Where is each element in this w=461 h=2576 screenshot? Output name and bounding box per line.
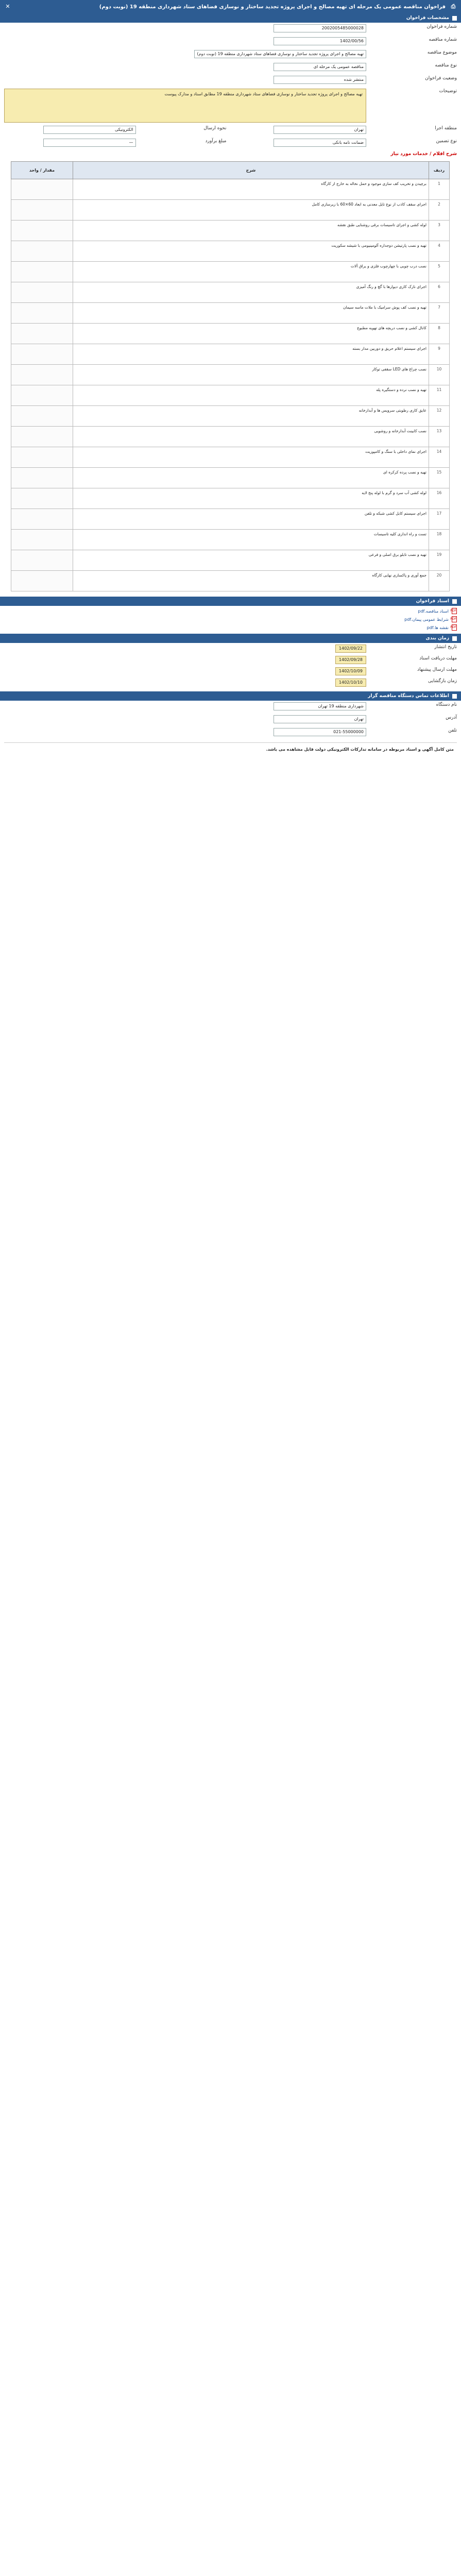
- table-row: [11, 468, 450, 488]
- doc-name: شرایط عمومی پیمان.pdf: [404, 617, 449, 622]
- field-label: مبلغ برآورد: [205, 139, 227, 144]
- field-row: [0, 643, 461, 654]
- field-row: [0, 61, 461, 74]
- field-value: 1402/09/22: [335, 645, 366, 653]
- field-value: منتشر شده: [274, 76, 366, 84]
- doc-link[interactable]: [4, 608, 457, 614]
- pdf-icon: PDF: [452, 616, 457, 622]
- row-num: 6: [429, 282, 450, 303]
- field-label: شماره مناقصه: [429, 37, 457, 42]
- row-desc: اجرای سیستم کابل کشی شبکه و تلفن: [73, 509, 429, 530]
- doc-link[interactable]: [4, 624, 457, 631]
- grid-section: [0, 124, 461, 150]
- field-label: مهلت دریافت اسناد: [419, 656, 457, 661]
- square-icon: [452, 636, 457, 641]
- field-label: موضوع مناقصه: [427, 50, 457, 55]
- row-num: 3: [429, 221, 450, 241]
- print-icon[interactable]: ⎙: [451, 3, 456, 10]
- row-num: 9: [429, 344, 450, 365]
- field-value: شهرداری منطقه 19 تهران: [274, 702, 366, 710]
- row-qty: [11, 282, 73, 303]
- table-row: [11, 488, 450, 509]
- field-value: تهیه مصالح و اجرای پروژه تجدید ساختار و نوسازی فضاهای ستاد شهرداری منطقه 19 (نوبت دوم): [194, 50, 366, 58]
- square-icon: [452, 599, 457, 604]
- table-row: [11, 303, 450, 324]
- items-caption-row: [0, 150, 461, 161]
- section-contact-header: اطلاعات تماس دستگاه مناقصه گزار: [0, 691, 461, 701]
- field-row: [0, 666, 461, 677]
- row-qty: [11, 241, 73, 262]
- section-dates-header: زمان بندی: [0, 634, 461, 643]
- row-num: 13: [429, 427, 450, 447]
- col-qty: مقدار / واحد: [11, 162, 73, 179]
- items-caption: شرح اقلام / خدمات مورد نیاز: [390, 151, 457, 157]
- field-value: مناقصه عمومی یک مرحله ای: [274, 63, 366, 71]
- field-value: ضمانت نامه بانکی: [274, 139, 366, 147]
- field-value: —: [43, 139, 136, 147]
- field-label: مهلت ارسال پیشنهاد: [417, 667, 457, 672]
- row-num: 10: [429, 365, 450, 385]
- row-desc: برچیدن و تخریب کف سازی موجود و حمل نخاله به خارج از کارگاه: [73, 179, 429, 200]
- table-row: [11, 406, 450, 427]
- table-row: [11, 365, 450, 385]
- row-desc: جمع آوری و پاکسازی نهایی کارگاه: [73, 571, 429, 591]
- row-qty: [11, 365, 73, 385]
- row-num: 16: [429, 488, 450, 509]
- table-row: [11, 447, 450, 468]
- row-desc: لوله کشی و اجرای تاسیسات برقی روشنایی طبق نقشه: [73, 221, 429, 241]
- row-qty: [11, 530, 73, 550]
- field-label: آدرس: [446, 715, 457, 720]
- table-row: [11, 200, 450, 221]
- field-label: نحوه ارسال: [203, 126, 227, 131]
- table-row: [11, 344, 450, 365]
- row-qty: [11, 571, 73, 591]
- field-label: نوع مناقصه: [435, 63, 457, 68]
- row-qty: [11, 385, 73, 406]
- row-desc: لوله کشی آب سرد و گرم با لوله پنج لایه: [73, 488, 429, 509]
- row-desc: تهیه و نصب پرده کرکره ای: [73, 468, 429, 488]
- field-value: تهران: [274, 715, 366, 723]
- square-icon: [452, 694, 457, 699]
- field-value: 1402/10/09: [335, 667, 366, 675]
- row-num: 15: [429, 468, 450, 488]
- row-num: 5: [429, 262, 450, 282]
- row-qty: [11, 200, 73, 221]
- field-row: [0, 714, 461, 726]
- pdf-icon: PDF: [452, 608, 457, 614]
- field-value: تهران: [274, 126, 366, 134]
- doc-name: نقشه ها.pdf: [426, 625, 449, 630]
- row-qty: [11, 447, 73, 468]
- row-num: 4: [429, 241, 450, 262]
- row-desc: نصب درب چوبی با چهارچوب فلزی و یراق آلات: [73, 262, 429, 282]
- row-num: 7: [429, 303, 450, 324]
- row-desc: اجرای نمای داخلی با سنگ و کامپوزیت: [73, 447, 429, 468]
- row-num: 19: [429, 550, 450, 571]
- doc-link[interactable]: [4, 616, 457, 622]
- row-qty: [11, 262, 73, 282]
- field-row: [0, 36, 461, 48]
- row-qty: [11, 324, 73, 344]
- desc-label: توضیحات: [439, 89, 457, 94]
- square-icon: [452, 16, 457, 21]
- field-label: وضعیت فراخوان: [425, 76, 457, 81]
- row-desc: تهیه و نصب کف پوش سرامیک با ملات ماسه سیمان: [73, 303, 429, 324]
- row-qty: [11, 406, 73, 427]
- title-bar: [0, 0, 461, 13]
- field-row: [0, 23, 461, 36]
- table-row: [11, 241, 450, 262]
- table-row: [11, 385, 450, 406]
- field-row: [231, 124, 461, 137]
- table-row: [11, 530, 450, 550]
- row-desc: اجرای سیستم اعلام حریق و دوربین مدار بسته: [73, 344, 429, 365]
- table-row: [11, 221, 450, 241]
- row-desc: تهیه و نصب نرده و دستگیره پله: [73, 385, 429, 406]
- field-label: تاریخ انتشار: [434, 645, 457, 650]
- row-num: 1: [429, 179, 450, 200]
- table-row: [11, 571, 450, 591]
- contact-list: [0, 701, 461, 739]
- row-desc: نصب کابینت آبدارخانه و روشویی: [73, 427, 429, 447]
- row-qty: [11, 303, 73, 324]
- field-value: 2002005485000028: [274, 24, 366, 32]
- close-icon[interactable]: ✕: [5, 3, 10, 10]
- field-value: 1402/09/28: [335, 656, 366, 664]
- field-label: نوع تضمین: [436, 139, 457, 144]
- row-num: 11: [429, 385, 450, 406]
- page-title: فراخوان مناقصه عمومی یک مرحله ای تهیه مصالح و اجرای پروژه تجدید ساختار و نوسازی فضاهای ستاد شهرداری منطقه 19 (نوبت دوم): [99, 4, 446, 10]
- field-value: 1402/10/10: [335, 679, 366, 687]
- field-row: [0, 48, 461, 61]
- items-table: [11, 161, 450, 591]
- field-value: 1402/00/56: [274, 37, 366, 45]
- row-num: 18: [429, 530, 450, 550]
- footer-note: متن کامل آگهی و اسناد مربوطه در سامانه تدارکات الکترونیکی دولت قابل مشاهده می باشد.: [4, 742, 457, 756]
- field-value: 021-55000000: [274, 728, 366, 736]
- section-details-header: مشخصات فراخوان: [0, 13, 461, 23]
- row-num: 8: [429, 324, 450, 344]
- field-label: تلفن: [448, 728, 457, 733]
- row-qty: [11, 344, 73, 365]
- table-row: [11, 262, 450, 282]
- row-desc: کانال کشی و نصب دریچه های تهویه مطبوع: [73, 324, 429, 344]
- table-row: [11, 509, 450, 530]
- table-row: [11, 427, 450, 447]
- field-row: [0, 74, 461, 87]
- row-num: 14: [429, 447, 450, 468]
- row-desc: اجرای سقف کاذب از نوع تایل معدنی به ابعاد 60×60 با زیرسازی کامل: [73, 200, 429, 221]
- row-qty: [11, 509, 73, 530]
- field-row: [0, 137, 231, 150]
- field-label: زمان بازگشایی: [428, 679, 457, 684]
- docs-list: [0, 608, 461, 631]
- field-row: [231, 137, 461, 150]
- col-num: ردیف: [429, 162, 450, 179]
- row-qty: [11, 427, 73, 447]
- row-qty: [11, 488, 73, 509]
- details-fields: [0, 23, 461, 87]
- table-row: [11, 324, 450, 344]
- doc-name: اسناد مناقصه.pdf: [418, 608, 449, 614]
- table-row: [11, 550, 450, 571]
- row-num: 17: [429, 509, 450, 530]
- field-label: منطقه اجرا: [435, 126, 457, 131]
- field-row: [0, 124, 231, 137]
- dates-list: [0, 643, 461, 688]
- grid-right: [231, 124, 461, 150]
- grid-left: [0, 124, 231, 150]
- row-qty: [11, 550, 73, 571]
- col-desc: شرح: [73, 162, 429, 179]
- field-row: [0, 701, 461, 714]
- row-num: 20: [429, 571, 450, 591]
- row-desc: اجرای نازک کاری دیوارها با گچ و رنگ آمیزی: [73, 282, 429, 303]
- field-row: [0, 654, 461, 666]
- field-label: شماره فراخوان: [426, 24, 457, 29]
- row-desc: تهیه و نصب تابلو برق اصلی و فرعی: [73, 550, 429, 571]
- field-value: الکترونیکی: [43, 126, 136, 134]
- pdf-icon: PDF: [452, 624, 457, 631]
- row-num: 12: [429, 406, 450, 427]
- field-label: نام دستگاه: [436, 702, 457, 707]
- field-row: [0, 677, 461, 688]
- desc-row: [0, 87, 461, 124]
- row-qty: [11, 179, 73, 200]
- row-qty: [11, 221, 73, 241]
- section-docs-header: اسناد فراخوان: [0, 597, 461, 606]
- table-row: [11, 179, 450, 200]
- row-num: 2: [429, 200, 450, 221]
- row-qty: [11, 468, 73, 488]
- table-row: [11, 282, 450, 303]
- row-desc: عایق کاری رطوبتی سرویس ها و آبدارخانه: [73, 406, 429, 427]
- field-row: [0, 726, 461, 739]
- desc-box: تهیه مصالح و اجرای پروژه تجدید ساختار و نوسازی فضاهای ستاد شهرداری منطقه 19 مطابق اسناد و مدارک پیوست: [4, 89, 366, 123]
- row-desc: تست و راه اندازی کلیه تاسیسات: [73, 530, 429, 550]
- row-desc: تهیه و نصب پارتیشن دوجداره آلومینیومی با شیشه سکوریت: [73, 241, 429, 262]
- row-desc: نصب چراغ های LED سقفی توکار: [73, 365, 429, 385]
